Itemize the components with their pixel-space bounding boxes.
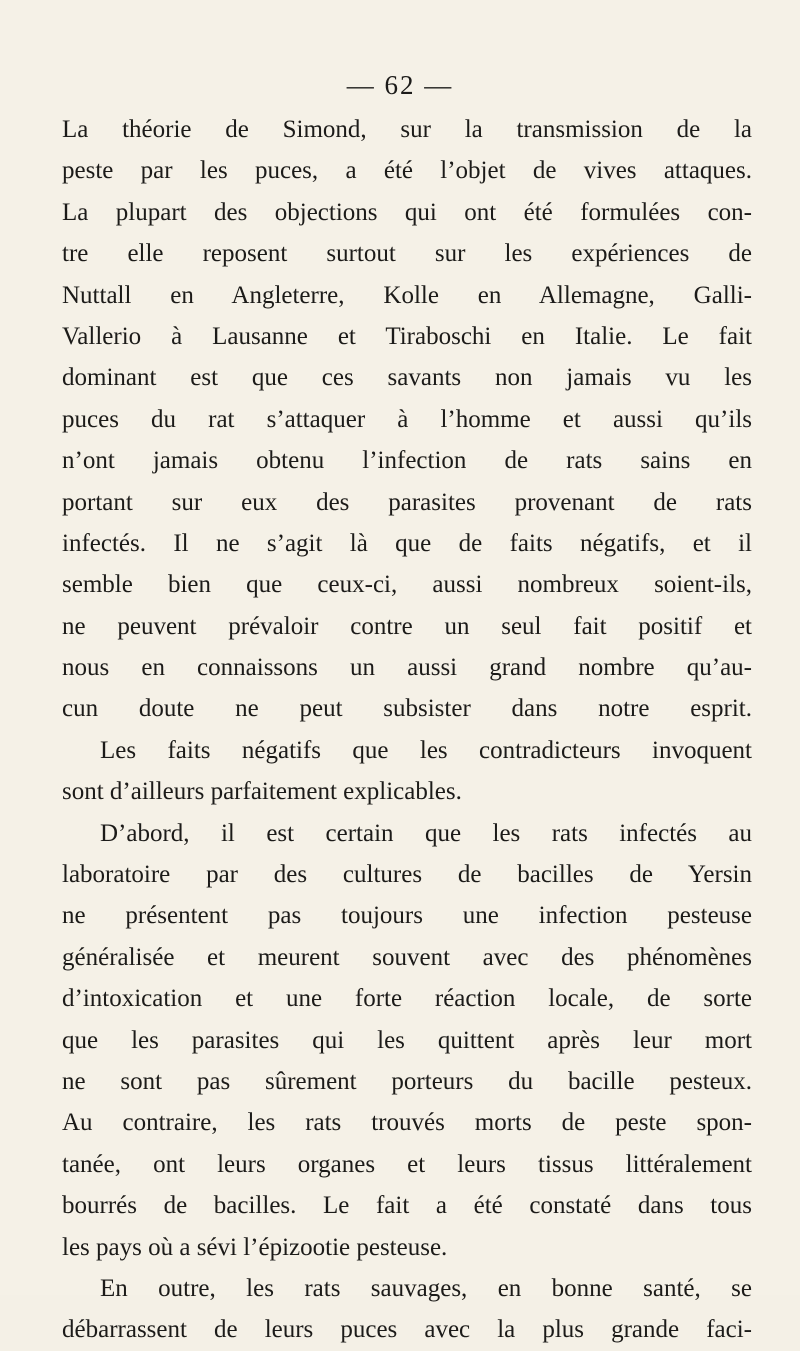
page-number: — 62 — [346, 70, 454, 100]
text-line: Les faits négatifs que les contradicteurs invoquent [100, 736, 752, 764]
text-line: infectés. Il ne s’agit là que de faits négatifs, et il [62, 529, 752, 557]
text-line: Au contraire, les rats trouvés morts de peste spon- [62, 1109, 752, 1137]
text-line: n’ont jamais obtenu l’infection de rats sains en [62, 447, 752, 475]
text-line: les pays où a sévi l’épizootie pesteuse. [62, 1233, 448, 1261]
text-line: bourrés de bacilles. Le fait a été constaté dans tous [62, 1192, 752, 1220]
text-line: ne peuvent prévaloir contre un seul fait positif et [62, 612, 752, 640]
text-line: d’intoxication et une forte réaction locale, de sorte [62, 985, 752, 1013]
text-line: nous en connaissons un aussi grand nombre qu’au- [62, 654, 752, 682]
text-line: En outre, les rats sauvages, en bonne santé, se [100, 1274, 752, 1302]
text-line: puces du rat s’attaquer à l’homme et aussi qu’ils [62, 405, 752, 433]
text-line: portant sur eux des parasites provenant de rats [62, 488, 752, 516]
text-line: tre elle reposent surtout sur les expériences de [62, 240, 752, 268]
text-line: semble bien que ceux-ci, aussi nombreux soient-ils, [62, 571, 752, 599]
text-line: ne sont pas sûrement porteurs du bacille pesteux. [62, 1067, 752, 1095]
text-line: La théorie de Simond, sur la transmission de la [62, 116, 752, 143]
text-line: cun doute ne peut subsister dans notre esprit. [62, 695, 752, 723]
text-line: ne présentent pas toujours une infection pesteuse [62, 902, 752, 930]
text-line: D’abord, il est certain que les rats infectés au [100, 819, 752, 847]
text-line: peste par les puces, a été l’objet de vives attaques. [62, 157, 752, 185]
text-line: Nuttall en Angleterre, Kolle en Allemagne, Galli- [62, 281, 752, 309]
text-line: que les parasites qui les quittent après leur mort [62, 1026, 752, 1054]
body-text [62, 109, 752, 1351]
text-line: débarrassent de leurs puces avec la plus grande faci- [62, 1316, 752, 1344]
text-line: Vallerio à Lausanne et Tiraboschi en Italie. Le fait [62, 322, 752, 350]
text-line: dominant est que ces savants non jamais vu les [62, 364, 752, 392]
text-line: laboratoire par des cultures de bacilles de Yersin [62, 861, 752, 889]
text-line: sont d’ailleurs parfaitement explicables. [62, 778, 462, 806]
text-line: tanée, ont leurs organes et leurs tissus littéralement [62, 1150, 752, 1178]
text-line: La plupart des objections qui ont été formulées con- [62, 198, 752, 226]
text-line: généralisée et meurent souvent avec des phénomènes [62, 943, 752, 971]
